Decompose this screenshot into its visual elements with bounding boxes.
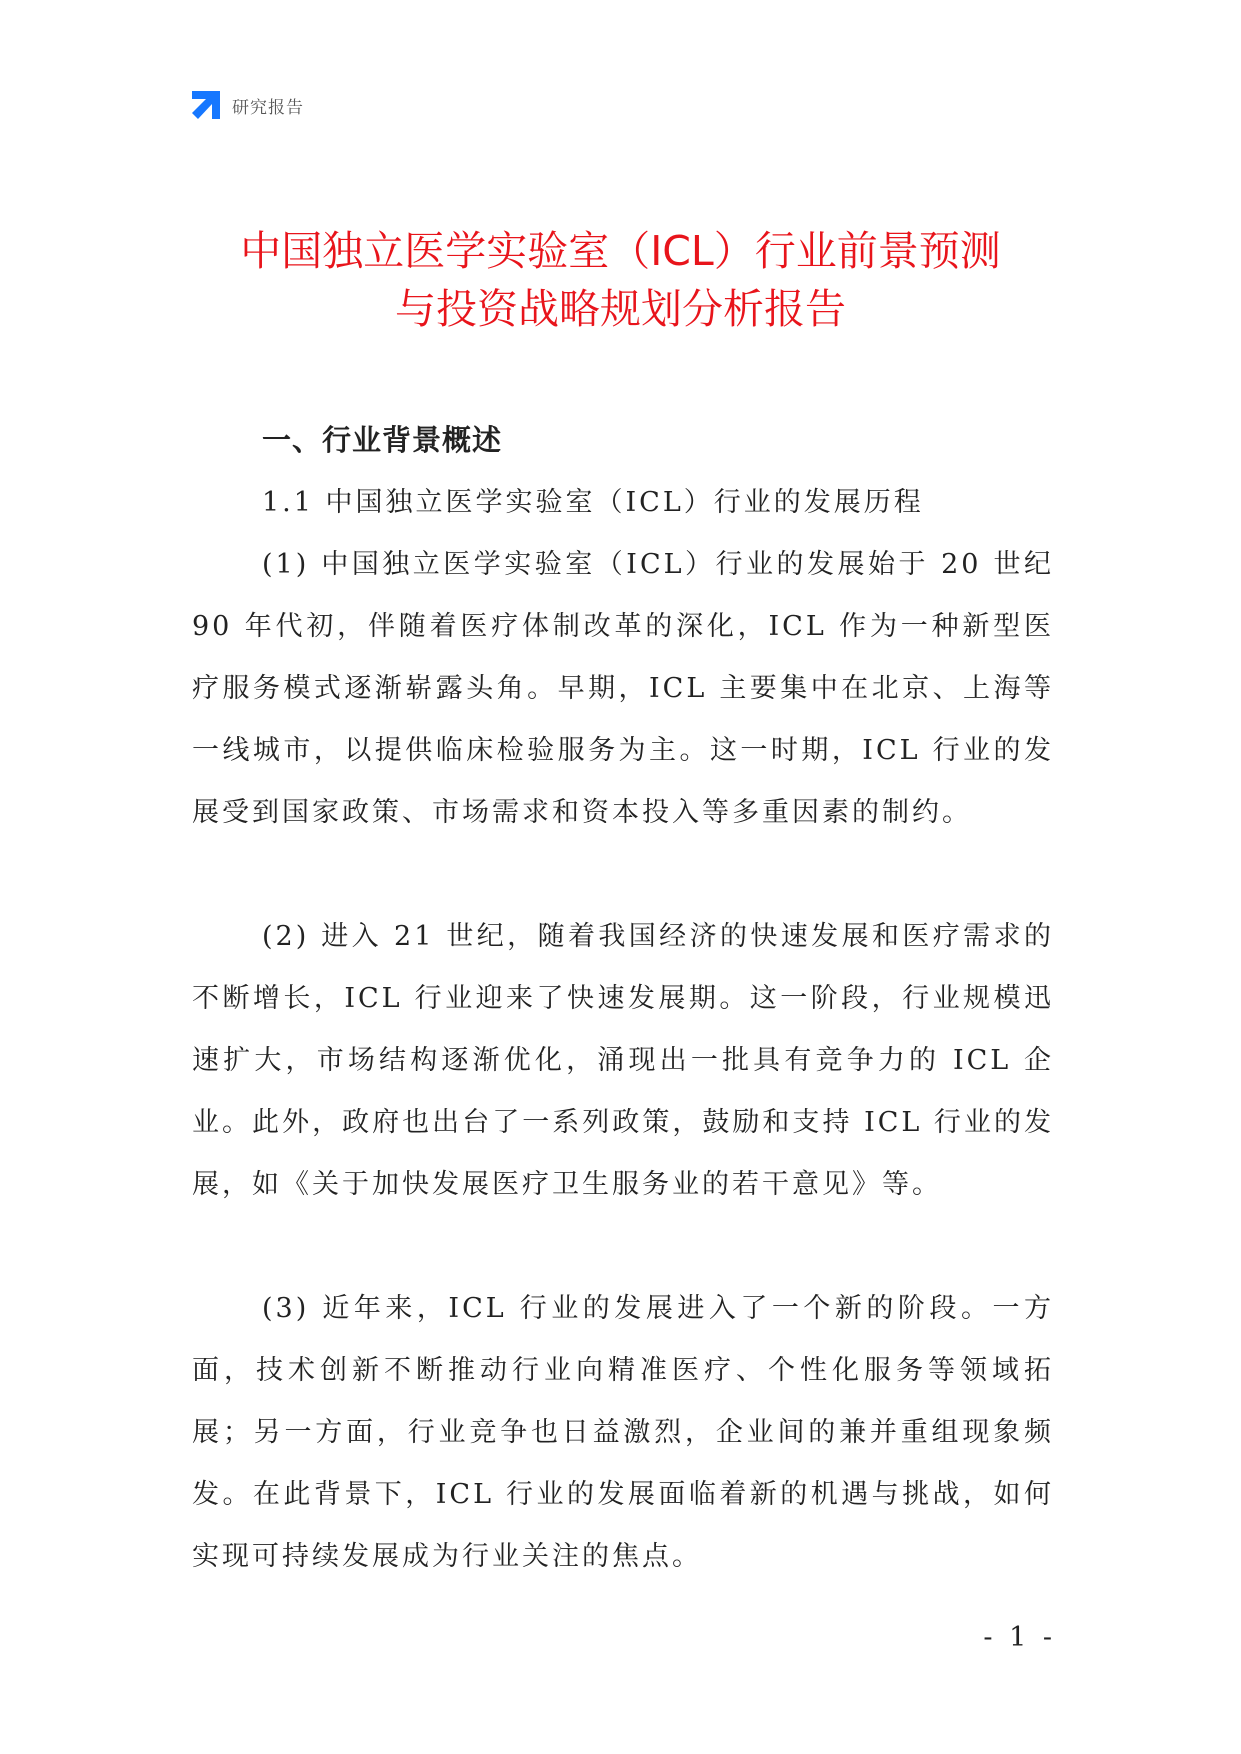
header-label: 研究报告	[232, 97, 304, 118]
paragraph-1: (1) 中国独立医学实验室（ICL）行业的发展始于 20 世纪 90 年代初，伴随着医疗体制改革的深化，ICL 作为一种新型医疗服务模式逐渐崭露头角。早期，ICL 主要集中在北京、上海等一线城市，以提供临床检验服务为主。这一时期，ICL 行业的发展受到国家政策、市场需求和资本投入等多重因素的制约。	[192, 549, 1054, 828]
paragraph-3: (3) 近年来，ICL 行业的发展进入了一个新的阶段。一方面，技术创新不断推动行业向精准医疗、个性化服务等领域拓展；另一方面，行业竞争也日益激烈，企业间的兼并重组现象频发。在此背景下，ICL 行业的发展面临着新的机遇与挑战，如何实现可持续发展成为行业关注的焦点。	[192, 1293, 1054, 1572]
subsection-heading: 1.1 中国独立医学实验室（ICL）行业的发展历程	[262, 487, 924, 518]
title-line-1: 中国独立医学实验室（ICL）行业前景预测	[240, 227, 1001, 275]
paragraph-2: (2) 进入 21 世纪，随着我国经济的快速发展和医疗需求的不断增长，ICL 行业迎来了快速发展期。这一阶段，行业规模迅速扩大，市场结构逐渐优化，涌现出一批具有竞争力的 ICL 企业。此外，政府也出台了一系列政策，鼓励和支持 ICL 行业的发展，如《关于加快发展医疗卫生服务业的若干意见》等。	[192, 921, 1054, 1200]
page-number: - 1 -	[983, 1622, 1056, 1653]
title-line-2: 与投资战略规划分析报告	[395, 285, 846, 333]
section-heading: 一、行业背景概述	[262, 423, 503, 457]
document-title	[150, 222, 1091, 338]
report-logo-icon	[190, 89, 222, 121]
page-header	[190, 88, 304, 122]
